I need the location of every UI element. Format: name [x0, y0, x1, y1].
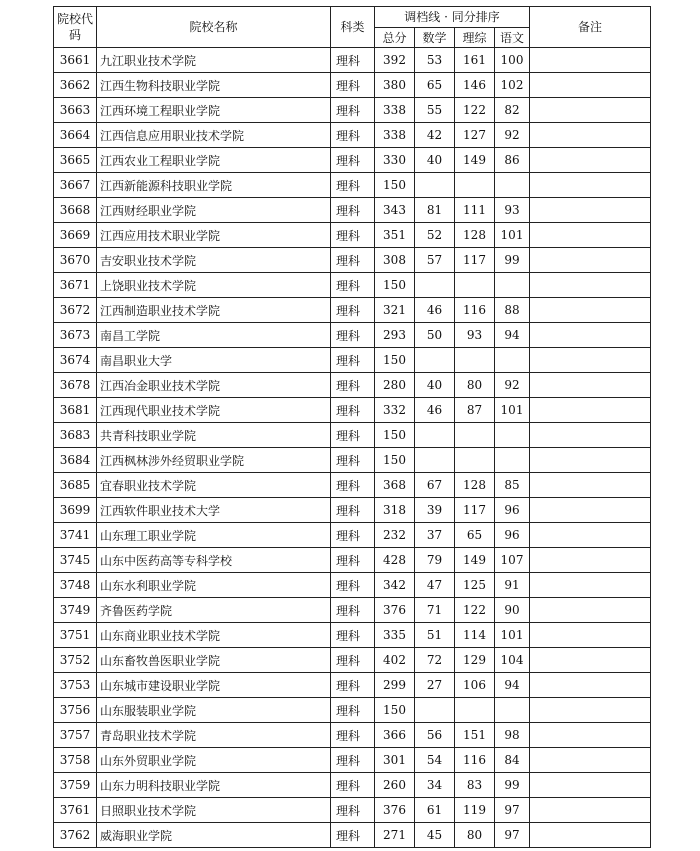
cell-category: 理科	[331, 248, 375, 273]
cell-chinese: 84	[495, 748, 530, 773]
cell-total: 150	[375, 423, 415, 448]
cell-name: 威海职业学院	[97, 823, 331, 848]
cell-science: 83	[455, 773, 495, 798]
cell-science: 129	[455, 648, 495, 673]
cell-remarks	[530, 273, 651, 298]
table-row	[54, 298, 651, 323]
cell-remarks	[530, 748, 651, 773]
cell-code: 3664	[54, 123, 97, 148]
cell-chinese: 82	[495, 98, 530, 123]
cell-code: 3670	[54, 248, 97, 273]
col-header-group: 调档线 · 同分排序	[375, 7, 530, 28]
cell-math: 53	[415, 48, 455, 73]
cell-category: 理科	[331, 323, 375, 348]
cell-remarks	[530, 173, 651, 198]
cell-category: 理科	[331, 673, 375, 698]
table-row	[54, 773, 651, 798]
cell-science: 125	[455, 573, 495, 598]
cell-code: 3699	[54, 498, 97, 523]
cell-total: 308	[375, 248, 415, 273]
cell-total: 380	[375, 73, 415, 98]
cell-science: 127	[455, 123, 495, 148]
cell-name: 南昌职业大学	[97, 348, 331, 373]
cell-total: 342	[375, 573, 415, 598]
cell-remarks	[530, 48, 651, 73]
cell-chinese: 86	[495, 148, 530, 173]
table-row	[54, 498, 651, 523]
cell-math: 45	[415, 823, 455, 848]
table-row	[54, 273, 651, 298]
cell-name: 山东城市建设职业学院	[97, 673, 331, 698]
cell-science: 116	[455, 748, 495, 773]
cell-chinese: 93	[495, 198, 530, 223]
cell-science: 161	[455, 48, 495, 73]
cell-name: 宜春职业技术学院	[97, 473, 331, 498]
cell-remarks	[530, 498, 651, 523]
cell-science	[455, 348, 495, 373]
cell-science: 149	[455, 148, 495, 173]
cell-category: 理科	[331, 823, 375, 848]
cell-chinese: 99	[495, 248, 530, 273]
cell-total: 338	[375, 123, 415, 148]
cell-category: 理科	[331, 523, 375, 548]
cell-total: 332	[375, 398, 415, 423]
cell-name: 共青科技职业学院	[97, 423, 331, 448]
cell-math: 55	[415, 98, 455, 123]
cell-category: 理科	[331, 473, 375, 498]
cell-remarks	[530, 673, 651, 698]
cell-name: 上饶职业技术学院	[97, 273, 331, 298]
cell-name: 江西枫林涉外经贸职业学院	[97, 448, 331, 473]
cell-name: 吉安职业技术学院	[97, 248, 331, 273]
table-row	[54, 748, 651, 773]
table-row	[54, 548, 651, 573]
cell-total: 293	[375, 323, 415, 348]
cell-code: 3758	[54, 748, 97, 773]
cell-math: 51	[415, 623, 455, 648]
table-row	[54, 448, 651, 473]
cell-category: 理科	[331, 573, 375, 598]
cell-name: 青岛职业技术学院	[97, 723, 331, 748]
cell-code: 3667	[54, 173, 97, 198]
cell-science: 114	[455, 623, 495, 648]
cell-code: 3753	[54, 673, 97, 698]
table-row	[54, 673, 651, 698]
cell-math: 81	[415, 198, 455, 223]
cell-math: 71	[415, 598, 455, 623]
cell-math: 42	[415, 123, 455, 148]
cell-category: 理科	[331, 123, 375, 148]
cell-code: 3749	[54, 598, 97, 623]
col-header-remarks: 备注	[530, 7, 651, 48]
cell-remarks	[530, 698, 651, 723]
cell-remarks	[530, 73, 651, 98]
cell-chinese: 85	[495, 473, 530, 498]
cell-science: 146	[455, 73, 495, 98]
table-row	[54, 173, 651, 198]
cell-category: 理科	[331, 198, 375, 223]
cell-science	[455, 423, 495, 448]
cell-chinese	[495, 273, 530, 298]
cell-science: 111	[455, 198, 495, 223]
cell-name: 江西农业工程职业学院	[97, 148, 331, 173]
cell-code: 3685	[54, 473, 97, 498]
cell-science	[455, 698, 495, 723]
cell-category: 理科	[331, 598, 375, 623]
cell-math: 61	[415, 798, 455, 823]
cell-science: 93	[455, 323, 495, 348]
cell-chinese: 104	[495, 648, 530, 673]
cell-name: 江西新能源科技职业学院	[97, 173, 331, 198]
table-row	[54, 473, 651, 498]
cell-code: 3761	[54, 798, 97, 823]
cell-total: 343	[375, 198, 415, 223]
cell-category: 理科	[331, 298, 375, 323]
table-row	[54, 598, 651, 623]
cell-name: 日照职业技术学院	[97, 798, 331, 823]
cell-code: 3762	[54, 823, 97, 848]
cell-remarks	[530, 648, 651, 673]
cell-name: 江西现代职业技术学院	[97, 398, 331, 423]
cell-category: 理科	[331, 373, 375, 398]
cell-science: 128	[455, 473, 495, 498]
cell-total: 376	[375, 598, 415, 623]
table-row	[54, 523, 651, 548]
cell-remarks	[530, 398, 651, 423]
table-row	[54, 573, 651, 598]
cell-chinese: 91	[495, 573, 530, 598]
cell-science: 117	[455, 248, 495, 273]
cell-name: 山东力明科技职业学院	[97, 773, 331, 798]
cell-chinese: 99	[495, 773, 530, 798]
cell-name: 山东中医药高等专科学校	[97, 548, 331, 573]
cell-code: 3672	[54, 298, 97, 323]
cell-code: 3683	[54, 423, 97, 448]
cell-total: 392	[375, 48, 415, 73]
cell-code: 3678	[54, 373, 97, 398]
cell-remarks	[530, 223, 651, 248]
cell-science	[455, 173, 495, 198]
cell-science: 128	[455, 223, 495, 248]
cell-remarks	[530, 523, 651, 548]
cell-math: 46	[415, 398, 455, 423]
table-row	[54, 723, 651, 748]
table-row	[54, 73, 651, 98]
cell-category: 理科	[331, 698, 375, 723]
cell-remarks	[530, 323, 651, 348]
cell-total: 150	[375, 348, 415, 373]
cell-science	[455, 448, 495, 473]
table-row	[54, 223, 651, 248]
cell-total: 330	[375, 148, 415, 173]
cell-category: 理科	[331, 48, 375, 73]
cell-remarks	[530, 623, 651, 648]
cell-chinese: 94	[495, 323, 530, 348]
cell-category: 理科	[331, 723, 375, 748]
cell-category: 理科	[331, 498, 375, 523]
cell-code: 3665	[54, 148, 97, 173]
cell-name: 江西制造职业技术学院	[97, 298, 331, 323]
cell-name: 江西生物科技职业学院	[97, 73, 331, 98]
cell-total: 351	[375, 223, 415, 248]
cell-code: 3661	[54, 48, 97, 73]
cell-name: 南昌工学院	[97, 323, 331, 348]
table-row	[54, 698, 651, 723]
cell-remarks	[530, 798, 651, 823]
cell-total: 260	[375, 773, 415, 798]
cell-name: 九江职业技术学院	[97, 48, 331, 73]
cell-chinese: 107	[495, 548, 530, 573]
cell-remarks	[530, 373, 651, 398]
cell-math: 46	[415, 298, 455, 323]
cell-chinese: 94	[495, 673, 530, 698]
cell-category: 理科	[331, 398, 375, 423]
cell-science: 65	[455, 523, 495, 548]
table-row	[54, 148, 651, 173]
cell-chinese: 92	[495, 373, 530, 398]
cell-chinese	[495, 348, 530, 373]
cell-name: 山东外贸职业学院	[97, 748, 331, 773]
cell-total: 280	[375, 373, 415, 398]
cell-total: 321	[375, 298, 415, 323]
cell-total: 301	[375, 748, 415, 773]
cell-science: 116	[455, 298, 495, 323]
cell-remarks	[530, 773, 651, 798]
cell-chinese: 100	[495, 48, 530, 73]
cell-science	[455, 273, 495, 298]
cell-remarks	[530, 98, 651, 123]
cell-total: 368	[375, 473, 415, 498]
cell-name: 齐鲁医药学院	[97, 598, 331, 623]
table-row	[54, 123, 651, 148]
cell-total: 338	[375, 98, 415, 123]
cell-math: 52	[415, 223, 455, 248]
cell-code: 3668	[54, 198, 97, 223]
cell-name: 山东畜牧兽医职业学院	[97, 648, 331, 673]
cell-code: 3759	[54, 773, 97, 798]
cell-math: 72	[415, 648, 455, 673]
cell-remarks	[530, 423, 651, 448]
col-header-name: 院校名称	[97, 7, 331, 48]
cell-remarks	[530, 448, 651, 473]
cell-name: 江西信息应用职业技术学院	[97, 123, 331, 148]
cell-code: 3669	[54, 223, 97, 248]
cell-math: 40	[415, 373, 455, 398]
cell-chinese: 101	[495, 398, 530, 423]
cell-math	[415, 348, 455, 373]
cell-chinese: 88	[495, 298, 530, 323]
col-header-science: 理综	[455, 28, 495, 48]
cell-science: 80	[455, 823, 495, 848]
cell-remarks	[530, 723, 651, 748]
cell-chinese	[495, 173, 530, 198]
cell-name: 山东商业职业技术学院	[97, 623, 331, 648]
admission-score-table	[53, 6, 651, 848]
cell-code: 3748	[54, 573, 97, 598]
cell-science: 106	[455, 673, 495, 698]
cell-name: 江西冶金职业技术学院	[97, 373, 331, 398]
cell-code: 3662	[54, 73, 97, 98]
cell-remarks	[530, 548, 651, 573]
cell-math: 27	[415, 673, 455, 698]
cell-science: 122	[455, 98, 495, 123]
cell-math: 57	[415, 248, 455, 273]
table-row	[54, 423, 651, 448]
cell-science: 87	[455, 398, 495, 423]
cell-category: 理科	[331, 773, 375, 798]
cell-math: 37	[415, 523, 455, 548]
cell-science: 122	[455, 598, 495, 623]
cell-category: 理科	[331, 148, 375, 173]
cell-chinese: 97	[495, 823, 530, 848]
cell-math: 50	[415, 323, 455, 348]
cell-remarks	[530, 823, 651, 848]
cell-category: 理科	[331, 173, 375, 198]
cell-science: 80	[455, 373, 495, 398]
col-header-total: 总分	[375, 28, 415, 48]
cell-math: 40	[415, 148, 455, 173]
cell-code: 3741	[54, 523, 97, 548]
cell-remarks	[530, 198, 651, 223]
table-row	[54, 398, 651, 423]
cell-math: 39	[415, 498, 455, 523]
cell-name: 山东水利职业学院	[97, 573, 331, 598]
cell-code: 3752	[54, 648, 97, 673]
cell-total: 299	[375, 673, 415, 698]
cell-math: 47	[415, 573, 455, 598]
cell-science: 151	[455, 723, 495, 748]
cell-math: 79	[415, 548, 455, 573]
table-row	[54, 823, 651, 848]
cell-name: 江西环境工程职业学院	[97, 98, 331, 123]
col-header-math: 数学	[415, 28, 455, 48]
cell-total: 318	[375, 498, 415, 523]
cell-remarks	[530, 348, 651, 373]
cell-remarks	[530, 148, 651, 173]
cell-math	[415, 173, 455, 198]
cell-name: 江西应用技术职业学院	[97, 223, 331, 248]
cell-category: 理科	[331, 348, 375, 373]
cell-code: 3751	[54, 623, 97, 648]
cell-math: 54	[415, 748, 455, 773]
cell-category: 理科	[331, 73, 375, 98]
cell-code: 3671	[54, 273, 97, 298]
table-row	[54, 373, 651, 398]
cell-chinese: 90	[495, 598, 530, 623]
cell-remarks	[530, 123, 651, 148]
cell-category: 理科	[331, 748, 375, 773]
cell-name: 山东理工职业学院	[97, 523, 331, 548]
cell-category: 理科	[331, 448, 375, 473]
cell-total: 150	[375, 273, 415, 298]
table-row	[54, 648, 651, 673]
cell-total: 150	[375, 448, 415, 473]
cell-total: 335	[375, 623, 415, 648]
col-header-chinese: 语文	[495, 28, 530, 48]
cell-remarks	[530, 598, 651, 623]
cell-total: 402	[375, 648, 415, 673]
cell-chinese: 97	[495, 798, 530, 823]
table-row	[54, 98, 651, 123]
cell-chinese: 98	[495, 723, 530, 748]
cell-chinese: 96	[495, 498, 530, 523]
cell-category: 理科	[331, 648, 375, 673]
cell-total: 150	[375, 173, 415, 198]
cell-science: 149	[455, 548, 495, 573]
cell-total: 376	[375, 798, 415, 823]
cell-chinese: 101	[495, 223, 530, 248]
table-row	[54, 248, 651, 273]
cell-math: 65	[415, 73, 455, 98]
col-header-code: 院校代码	[54, 7, 97, 48]
cell-remarks	[530, 473, 651, 498]
cell-chinese: 102	[495, 73, 530, 98]
cell-math	[415, 448, 455, 473]
cell-chinese	[495, 448, 530, 473]
cell-chinese: 96	[495, 523, 530, 548]
cell-category: 理科	[331, 273, 375, 298]
table-row	[54, 323, 651, 348]
cell-science: 117	[455, 498, 495, 523]
cell-code: 3756	[54, 698, 97, 723]
cell-remarks	[530, 573, 651, 598]
cell-remarks	[530, 248, 651, 273]
cell-math	[415, 423, 455, 448]
cell-remarks	[530, 298, 651, 323]
col-header-category: 科类	[331, 7, 375, 48]
cell-math: 67	[415, 473, 455, 498]
cell-category: 理科	[331, 423, 375, 448]
cell-code: 3757	[54, 723, 97, 748]
cell-total: 366	[375, 723, 415, 748]
cell-chinese	[495, 423, 530, 448]
cell-category: 理科	[331, 623, 375, 648]
table-row	[54, 348, 651, 373]
cell-category: 理科	[331, 223, 375, 248]
table-row	[54, 198, 651, 223]
cell-code: 3663	[54, 98, 97, 123]
cell-code: 3684	[54, 448, 97, 473]
cell-category: 理科	[331, 98, 375, 123]
cell-total: 150	[375, 698, 415, 723]
cell-chinese	[495, 698, 530, 723]
cell-math	[415, 273, 455, 298]
cell-total: 232	[375, 523, 415, 548]
cell-math	[415, 698, 455, 723]
cell-name: 江西软件职业技术大学	[97, 498, 331, 523]
cell-chinese: 92	[495, 123, 530, 148]
cell-math: 56	[415, 723, 455, 748]
cell-code: 3745	[54, 548, 97, 573]
cell-code: 3674	[54, 348, 97, 373]
cell-science: 119	[455, 798, 495, 823]
cell-category: 理科	[331, 548, 375, 573]
table-row	[54, 798, 651, 823]
cell-math: 34	[415, 773, 455, 798]
cell-total: 428	[375, 548, 415, 573]
cell-total: 271	[375, 823, 415, 848]
cell-chinese: 101	[495, 623, 530, 648]
cell-category: 理科	[331, 798, 375, 823]
cell-name: 山东服装职业学院	[97, 698, 331, 723]
table-row	[54, 623, 651, 648]
cell-name: 江西财经职业学院	[97, 198, 331, 223]
cell-code: 3681	[54, 398, 97, 423]
table-body	[54, 48, 651, 848]
table-row	[54, 48, 651, 73]
cell-code: 3673	[54, 323, 97, 348]
